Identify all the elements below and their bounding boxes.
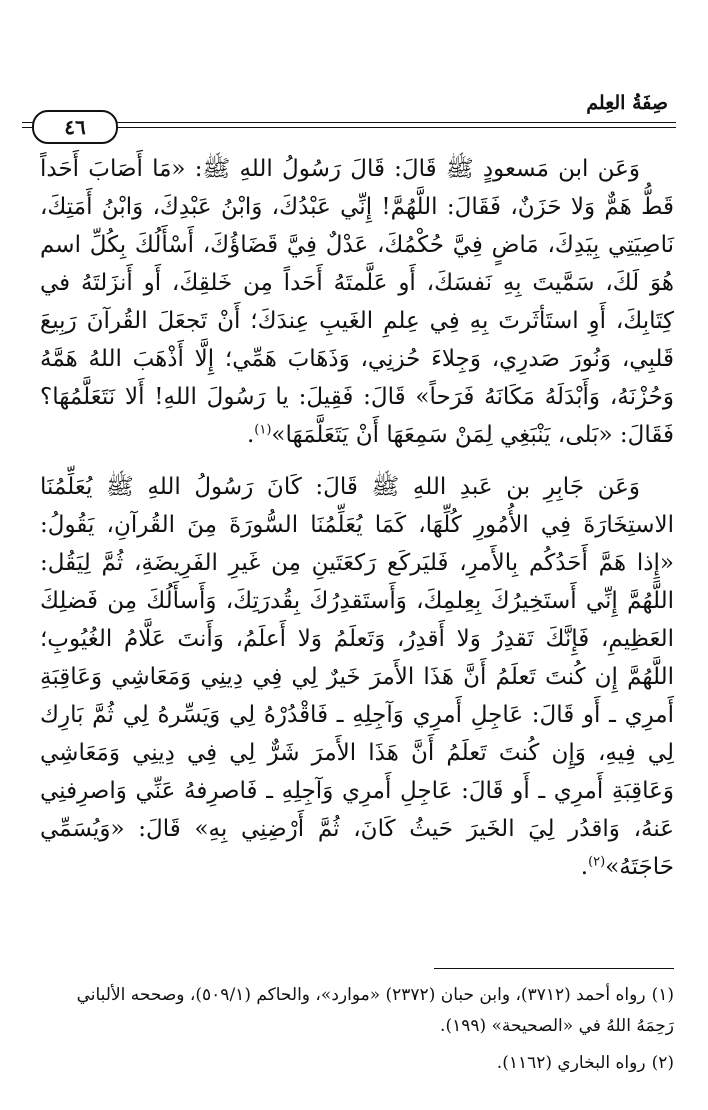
header-rule	[22, 122, 676, 128]
footnote-reference: (١)	[254, 422, 272, 438]
page-number	[32, 110, 118, 144]
paragraph-hadith-jabir: وَعَن جَابِرِ بن عَبدِ اللهِ ﷺ قَالَ: كَانَ رَسُولُ اللهِ ﷺ يُعَلِّمُنَا الاستِخَارَةَ فِي الأُمُورِ كُلِّهَا، كَمَا يُعَلِّمُنَا السُّورَةَ مِنَ القُرآنِ، يَقُولُ: «إِذا هَمَّ أَحَدُكُم بِالأَمرِ، فَليَركَع رَكعَتَينِ مِن غَيرِ الفَرِيضَةِ، ثُمَّ لِيَقُل: اللَّهُمَّ إِنِّي أَستَخِيرُكَ بِعِلمِكَ، وَأَستَقدِرُكَ بِقُدرَتِكَ، وَأَسأَلُكَ مِن فَضلِكَ العَظِيمِ، فَإِنَّكَ تَقدِرُ وَلا أَقدِرُ، وَتَعلَمُ وَلا أَعلَمُ، وَأَنتَ عَلَّامُ الغُيُوبِ؛ اللَّهُمَّ إِن كُنتَ تَعلَمُ أَنَّ هَذَا الأَمرَ خَيرٌ لِي فِي دِينِي وَمَعَاشِي وَعَاقِبَةِ أَمرِي ـ أَو قَالَ: عَاجِلِ أَمرِي وَآجِلِهِ ـ فَاقْدُرْهُ لِي وَيَسِّرهُ لِي ثُمَّ بَارِك لِي فِيهِ، وَإِن كُنتَ تَعلَمُ أَنَّ هَذَا الأَمرَ شَرٌّ لِي فِي دِينِي وَمَعَاشِي وَعَاقِبَةِ أَمرِي ـ أَو قَالَ: عَاجِلِ أَمرِي وَآجِلِهِ ـ فَاصرِفهُ عَنِّي وَاصرِفنِي عَنهُ، وَاقدُر لِيَ الخَيرَ حَيثُ كَانَ، ثُمَّ أَرْضِنِي بِهِ» قَالَ: «وَيُسَمِّي حَاجَتَهُ»$^{(٢)}$.	[40, 474, 674, 880]
footnotes	[40, 980, 674, 1085]
paragraph-text: وَعَن ابن مَسعودٍ ﷺ قَالَ: قَالَ رَسُولُ اللهِ ﷺ: «مَا أَصَابَ أَحَداً قَطُّ هَمٌّ وَلا حَزَنٌ، فَقَالَ: اللَّهُمَّ! إِنِّي عَبْدُكَ، وَابْنُ عَبْدِكَ، وَابْنُ أَمَتِكَ، نَاصِيَتِي بِيَدِكَ، مَاضٍ فِيَّ حُكْمُكَ، عَدْلٌ فِيَّ قَضَاؤُكَ، أَسْأَلُكَ بِكُلِّ اسم هُوَ لَكَ، سَمَّيتَ بِهِ نَفسَكَ، أَو عَلَّمتَهُ أَحَداً مِن خَلقِكَ، أَو أَنزَلتَهُ في كِتَابِكَ، أَوِ استَأثَرتَ بِهِ فِي عِلمِ الغَيبِ عِندَكَ؛ أَنْ تَجعَلَ القُرآنَ رَبِيعَ قَلبِي، وَنُورَ صَدرِي، وَجِلاءَ حُزنِي، وَذَهَابَ هَمِّي؛ إِلَّا أَذْهَبَ اللهُ هَمَّهُ وَحُزْنَهُ، وَأَبْدَلَهُ مَكَانَهُ فَرَحاً» قَالَ: فَقِيلَ: يا رَسُولَ اللهِ! أَلا نَتَعَلَّمُهَا؟ فَقَالَ: «بَلى، يَنْبَغِي لِمَنْ سَمِعَهَا أَنْ يَتَعَلَّمَهَا»	[40, 156, 674, 448]
footnote-separator	[434, 968, 674, 969]
page-number-text: ٤٦	[64, 115, 86, 139]
paragraph-text: وَعَن جَابِرِ بن عَبدِ اللهِ ﷺ قَالَ: كَانَ رَسُولُ اللهِ ﷺ يُعَلِّمُنَا الاستِخَارَةَ فِي الأُمُورِ كُلِّهَا، كَمَا يُعَلِّمُنَا السُّورَةَ مِنَ القُرآنِ، يَقُولُ: «إِذا هَمَّ أَحَدُكُم بِالأَمرِ، فَليَركَع رَكعَتَينِ مِن غَيرِ الفَرِيضَةِ، ثُمَّ لِيَقُل: اللَّهُمَّ إِنِّي أَستَخِيرُكَ بِعِلمِكَ، وَأَستَقدِرُكَ بِقُدرَتِكَ، وَأَسأَلُكَ مِن فَضلِكَ العَظِيمِ، فَإِنَّكَ تَقدِرُ وَلا أَقدِرُ، وَتَعلَمُ وَلا أَعلَمُ، وَأَنتَ عَلَّامُ الغُيُوبِ؛ اللَّهُمَّ إِن كُنتَ تَعلَمُ أَنَّ هَذَا الأَمرَ خَيرٌ لِي فِي دِينِي وَمَعَاشِي وَعَاقِبَةِ أَمرِي ـ أَو قَالَ: عَاجِلِ أَمرِي وَآجِلِهِ ـ فَاقْدُرْهُ لِي وَيَسِّرهُ لِي ثُمَّ بَارِك لِي فِيهِ، وَإِن كُنتَ تَعلَمُ أَنَّ هَذَا الأَمرَ شَرٌّ لِي فِي دِينِي وَمَعَاشِي وَعَاقِبَةِ أَمرِي ـ أَو قَالَ: عَاجِلِ أَمرِي وَآجِلِهِ ـ فَاصرِفهُ عَنِّي وَاصرِفنِي عَنهُ، وَاقدُر لِيَ الخَيرَ حَيثُ كَانَ، ثُمَّ أَرْضِنِي بِهِ» قَالَ: «وَيُسَمِّي حَاجَتَهُ»	[40, 474, 674, 880]
footnote-number: (٢)	[651, 1053, 674, 1073]
footnote-reference: (٢)	[588, 854, 606, 870]
main-text	[40, 150, 674, 900]
footnote-number: (١)	[651, 985, 674, 1005]
footnote-text: رواه أحمد (٣٧١٢)، وابن حبان (٢٣٧٢) «موارد»، والحاكم (٥٠٩/١)، وصححه الألباني رَحِمَهُ اللهُ في «الصحيحة» (١٩٩).	[76, 985, 674, 1036]
footnote-item	[40, 1048, 674, 1079]
footnote-text: رواه البخاري (١١٦٢).	[496, 1053, 646, 1073]
footnote-item	[40, 980, 674, 1042]
running-header-title: صِفَةُ العِلم	[586, 92, 668, 114]
paragraph-hadith-ibn-masud: وَعَن ابن مَسعودٍ ﷺ قَالَ: قَالَ رَسُولُ اللهِ ﷺ: «مَا أَصَابَ أَحَداً قَطُّ هَمٌّ وَلا حَزَنٌ، فَقَالَ: اللَّهُمَّ! إِنِّي عَبْدُكَ، وَابْنُ عَبْدِكَ، وَابْنُ أَمَتِكَ، نَاصِيَتِي بِيَدِكَ، مَاضٍ فِيَّ حُكْمُكَ، عَدْلٌ فِيَّ قَضَاؤُكَ، أَسْأَلُكَ بِكُلِّ اسم هُوَ لَكَ، سَمَّيتَ بِهِ نَفسَكَ، أَو عَلَّمتَهُ أَحَداً مِن خَلقِكَ، أَو أَنزَلتَهُ في كِتَابِكَ، أَوِ استَأثَرتَ بِهِ فِي عِلمِ الغَيبِ عِندَكَ؛ أَنْ تَجعَلَ القُرآنَ رَبِيعَ قَلبِي، وَنُورَ صَدرِي، وَجِلاءَ حُزنِي، وَذَهَابَ هَمِّي؛ إِلَّا أَذْهَبَ اللهُ هَمَّهُ وَحُزْنَهُ، وَأَبْدَلَهُ مَكَانَهُ فَرَحاً» قَالَ: فَقِيلَ: يا رَسُولَ اللهِ! أَلا نَتَعَلَّمُهَا؟ فَقَالَ: «بَلى، يَنْبَغِي لِمَنْ سَمِعَهَا أَنْ يَتَعَلَّمَهَا»$^{(١)}$.	[40, 156, 674, 448]
